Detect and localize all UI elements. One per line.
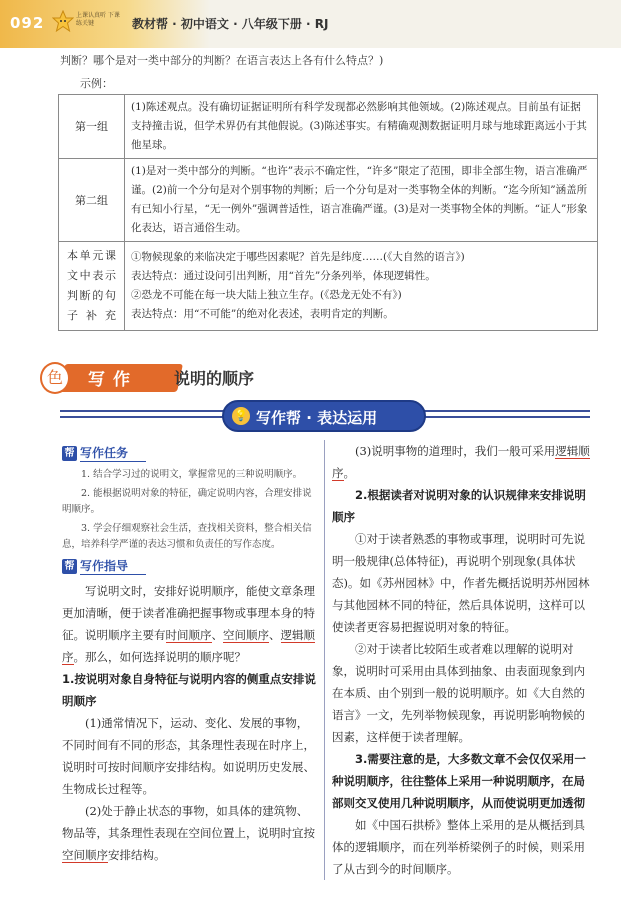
order-logic: 逻辑顺序	[332, 444, 590, 480]
subheading-2: 2.根据读者对说明对象的认识规律来安排说明顺序	[332, 488, 586, 524]
row-label: 本单元课文中表示判断的句子补充	[59, 242, 125, 331]
row-text	[125, 242, 598, 331]
guide-heading-text: 写作指导	[80, 557, 146, 575]
page-number: 092	[10, 14, 45, 32]
row-text: (1)陈述观点。没有确切证据证明所有科学发现都必然影响其他领域。(2)陈述观点。目前虽有证据支持撞击说，但学术界仍有其他假说。(3)陈述事实。有精确观测数据证明月球与地球距离远小于其他星球。	[125, 95, 598, 159]
intro-question: 判断？哪个是对一类中部分的判断？在语言表达上各有什么特点？)	[60, 54, 384, 67]
example-feature: 表达特点：用“不可能”的绝对化表述，表明肯定的判断。	[131, 308, 394, 320]
paragraph: ①对于读者熟悉的事物或事理，说明时可先说明一般规律(总体特征)，再说明个别现象(具体状态)。如《苏州园林》中，作者先概括说明苏州园林与其他园林不同的特征，然后具体说明，这样可以使读者更容易把握说明对象的特征。	[332, 532, 590, 634]
example-sentence: ①物候现象的来临决定于哪些因素呢？首先是纬度……(《大自然的语言》)	[131, 251, 465, 263]
task-item: 2. 能根据说明对象的特征，确定说明内容，合理安排说明顺序。	[62, 488, 312, 515]
task-item: 1. 结合学习过的说明文，掌握常见的三种说明顺序。	[81, 469, 303, 480]
guide-heading	[62, 557, 317, 575]
book-title: 教材帮 · 初中语文 · 八年级下册 · RJ	[132, 17, 329, 31]
order-time: 时间顺序	[165, 628, 212, 642]
task-heading-text: 写作任务	[80, 444, 146, 462]
paragraph: (1)通常情况下，运动、变化、发展的事物，不同时间有不同的形态，其条理性表现在时序上，说明时可按时间顺序安排结构。如说明历史发展、生物成长过程等。	[62, 716, 315, 796]
subsection-banner	[222, 400, 426, 432]
left-column	[62, 440, 317, 866]
paragraph: (3)说明事物的道理时，我们一般可采用逻辑顺序。	[332, 444, 590, 480]
section-title: 说明的顺序	[174, 369, 255, 388]
example-feature: 表达特点：通过设问引出判断，用“首先”分条列举，体现逻辑性。	[131, 270, 436, 282]
example-label: 示例：	[80, 77, 113, 90]
order-space: 空间顺序	[223, 628, 269, 642]
column-divider	[324, 440, 325, 880]
paragraph: ②对于读者比较陌生或者难以理解的说明对象，说明时可采用由具体到抽象、由表面现象到内在本质、由个别到一般的说明顺序。如《大自然的语言》一文，先列举物候现象，再说明影响物候的因素，这样便于读者理解。	[332, 642, 585, 744]
section-banner	[40, 358, 580, 398]
table-row	[59, 242, 598, 331]
bang-badge-icon: 帮	[62, 559, 77, 574]
lightbulb-icon: 💡	[232, 407, 250, 425]
bang-badge-icon: 帮	[62, 446, 77, 461]
right-column	[332, 440, 590, 880]
comparison-table	[58, 94, 598, 331]
subheading-3: 3.需要注意的是，大多数文章不会仅仅采用一种说明顺序，往往整体上采用一种说明顺序，在局部则交叉使用几种说明顺序，从而使说明更加透彻	[332, 752, 586, 810]
task-heading	[62, 444, 317, 462]
row-label: 第一组	[59, 95, 125, 159]
task-item: 3. 学会仔细观察社会生活，查找相关资料，整合相关信息，培养科学严谨的表达习惯和负责任的写作态度。	[62, 523, 312, 550]
section-tag-text: 写作	[88, 370, 138, 390]
table-row	[59, 95, 598, 159]
subheading-1: 1.按说明对象自身特征与说明内容的侧重点安排说明顺序	[62, 672, 316, 708]
star-mascot-icon	[52, 10, 74, 34]
row-text: (1)是对一类中部分的判断。“也许”表示不确定性，“许多”限定了范围，即非全部生物，语言准确严谨。(2)前一个分句是对个别事物的判断；后一个分句是对一类事物全体的判断。“迄今所知”涵盖所有已知小行星，“无一例外”强调普适性，语言准确严谨。(3)是对一类事物全体的判断。“证人”形象化表达，语言通俗生动。	[125, 159, 598, 242]
paragraph: (2)处于静止状态的事物，如具体的建筑物、物品等，其条理性表现在空间位置上，说明时宜按空间顺序安排结构。	[62, 804, 315, 862]
header-slogan: 上课认真听 下课练关键	[76, 12, 120, 27]
paragraph: 如《中国石拱桥》整体上采用的是从概括到具体的逻辑顺序，而在列举桥梁例子的时候，则采用了从古到今的时间顺序。	[332, 818, 585, 876]
pen-badge-icon: 色	[40, 362, 70, 394]
subsection-title: 写作帮 · 表达运用	[256, 409, 378, 427]
row-label: 第二组	[59, 159, 125, 242]
page-header	[0, 0, 621, 48]
order-logic: 逻辑顺序	[62, 628, 315, 664]
example-sentence: ②恐龙不可能在每一块大陆上独立生存。(《恐龙无处不有》)	[131, 289, 402, 301]
table-row	[59, 159, 598, 242]
guide-paragraph: 写说明文时，安排好说明顺序，能使文章条理更加清晰，便于读者准确把握事物或事理本身的特征。说明顺序主要有时间顺序、空间顺序、逻辑顺序。那么，如何选择说明的顺序呢？	[62, 584, 315, 664]
order-space: 空间顺序	[62, 848, 108, 862]
